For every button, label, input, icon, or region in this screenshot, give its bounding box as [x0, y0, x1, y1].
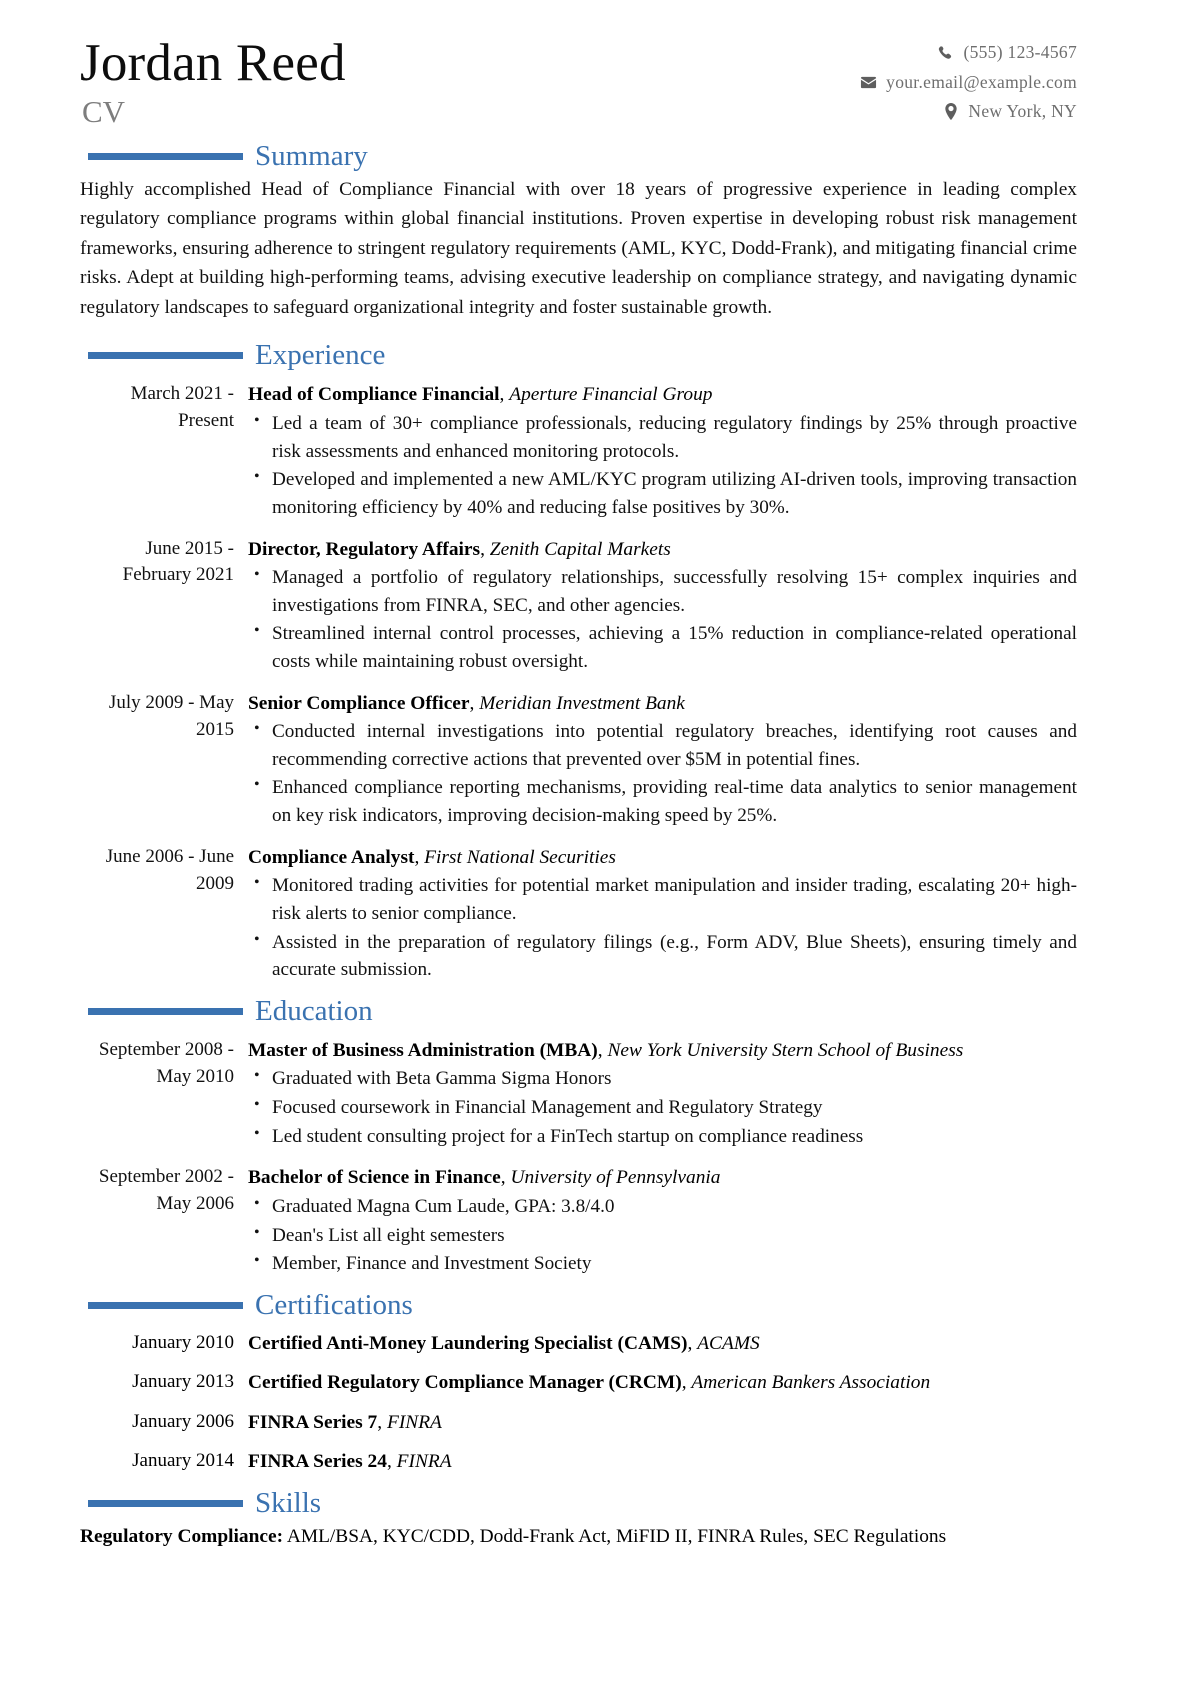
- section-title-experience: Experience: [255, 339, 386, 372]
- entry-heading: [248, 690, 1077, 718]
- entry-date: March 2021 - Present: [130, 383, 234, 432]
- entry-heading: [248, 381, 1077, 409]
- certification-issuer: FINRA: [386, 1411, 442, 1433]
- certification-entry: [80, 1409, 1077, 1437]
- entry-body: [248, 690, 1077, 830]
- bullet-item: • Monitored trading activities for potential market manipulation and insider trading, escalating 20+ high-risk alerts to senior compliance.: [248, 872, 1077, 927]
- entry-body: [248, 381, 1077, 521]
- certification-name: FINRA Series 24: [248, 1451, 387, 1473]
- entry-bullets: [248, 718, 1077, 830]
- certification-body: [248, 1409, 1077, 1437]
- entry-date: June 2006 - June 2009: [105, 845, 234, 894]
- section-rule: [88, 1500, 243, 1507]
- contact-phone-row: [860, 44, 1077, 62]
- email-text: your.email@example.com: [886, 71, 1077, 92]
- entry-role: Head of Compliance Financial: [248, 384, 500, 406]
- entry-bullets: [248, 872, 1077, 984]
- entry-role: Senior Compliance Officer: [248, 692, 470, 714]
- entry-separator: ,: [469, 692, 480, 714]
- contact-block: [860, 34, 1077, 121]
- envelope-icon: [860, 74, 877, 91]
- entry-separator: ,: [480, 538, 490, 560]
- phone-text: (555) 123-4567: [963, 42, 1077, 62]
- section-rule: [88, 352, 243, 359]
- section-rule: [88, 153, 243, 160]
- certification-issuer: FINRA: [396, 1451, 452, 1473]
- certification-body: [248, 1369, 1077, 1397]
- entry-heading: [248, 1164, 1077, 1192]
- entry-body: [248, 536, 1077, 676]
- section-title-certifications: Certifications: [255, 1288, 413, 1321]
- entry-role: Director, Regulatory Affairs: [248, 538, 481, 560]
- bullet-item: • Streamlined internal control processes, achieving a 15% reduction in compliance-related operational costs while maintaining robust oversight.: [248, 620, 1077, 675]
- skill-category: Regulatory Compliance:: [80, 1525, 284, 1547]
- section-header-summary: [80, 139, 1077, 172]
- certification-name: FINRA Series 7: [248, 1411, 378, 1433]
- entry-school: New York University Stern School of Business: [607, 1039, 964, 1061]
- certification-name: Certified Anti-Money Laundering Specialist (CAMS): [248, 1332, 688, 1354]
- certification-issuer: ACAMS: [697, 1332, 760, 1354]
- certification-body: [248, 1330, 1077, 1358]
- bullet-item: • Conducted internal investigations into potential regulatory breaches, identifying root causes and recommending corrective actions that prevented over $5M in potential fines.: [248, 718, 1077, 773]
- bullet-item: • Dean's List all eight semesters: [248, 1222, 1077, 1250]
- entry-body: [248, 1164, 1077, 1277]
- entry-degree: Bachelor of Science in Finance: [248, 1167, 501, 1189]
- entry-date: September 2008 - May 2010: [98, 1038, 234, 1087]
- summary-text: Highly accomplished Head of Compliance Financial with over 18 years of progressive experience in leading complex regulatory compliance programs within global financial institutions. Proven expertise in developing robust risk management frameworks, ensuring adherence to stringent regulatory requirements (AML, KYC, Dodd-Frank), and mitigating financial crime risks. Adept at building high-performing teams, advising executive leadership on compliance strategy, and navigating dynamic regulatory landscapes to safeguard organizational integrity and foster sustainable growth.: [80, 178, 1077, 318]
- entry-org: Aperture Financial Group: [509, 384, 713, 406]
- certification-date: January 2013: [132, 1371, 234, 1393]
- entry-date: June 2015 - February 2021: [122, 537, 234, 586]
- location-pin-icon: [942, 103, 959, 120]
- section-header-education: [80, 994, 1077, 1027]
- entry-date: September 2002 - May 2006: [98, 1166, 234, 1215]
- certifications-list: [80, 1330, 1077, 1476]
- section-header-skills: [80, 1486, 1077, 1519]
- section-rule: [88, 1302, 243, 1309]
- entry-separator: ,: [500, 1167, 511, 1189]
- bullet-item: • Led student consulting project for a FinTech startup on compliance readiness: [248, 1123, 1077, 1151]
- bullet-item: • Assisted in the preparation of regulatory filings (e.g., Form ADV, Blue Sheets), ensuring timely and accurate submission.: [248, 929, 1077, 984]
- experience-entry: [80, 536, 1077, 676]
- entry-separator: ,: [386, 1451, 397, 1473]
- entry-bullets: [248, 1193, 1077, 1278]
- section-title-education: Education: [255, 994, 373, 1027]
- bullet-item: • Graduated Magna Cum Laude, GPA: 3.8/4.0: [248, 1193, 1077, 1221]
- experience-entry: [80, 844, 1077, 984]
- phone-icon: [937, 44, 954, 61]
- education-entry: [80, 1164, 1077, 1277]
- entry-separator: ,: [681, 1372, 692, 1394]
- cv-header: [80, 34, 1077, 129]
- document-subtitle: CV: [82, 94, 126, 130]
- entry-org: Zenith Capital Markets: [489, 538, 671, 560]
- certification-date: January 2014: [132, 1450, 234, 1472]
- entry-body: [248, 1037, 1077, 1150]
- contact-email-row: [860, 71, 1077, 92]
- entry-org: Meridian Investment Bank: [479, 692, 685, 714]
- entry-school: University of Pennsylvania: [510, 1167, 721, 1189]
- section-title-skills: Skills: [255, 1486, 322, 1519]
- education-entry: [80, 1037, 1077, 1150]
- entry-bullets: [248, 410, 1077, 522]
- bullet-item: • Focused coursework in Financial Management and Regulatory Strategy: [248, 1094, 1077, 1122]
- section-header-experience: [80, 341, 1077, 370]
- certification-date: January 2010: [132, 1331, 234, 1353]
- entry-role: Compliance Analyst: [248, 846, 415, 868]
- education-list: [80, 1037, 1077, 1278]
- section-rule: [88, 1008, 243, 1015]
- entry-separator: ,: [499, 384, 510, 406]
- bullet-item: • Led a team of 30+ compliance professionals, reducing regulatory findings by 25% through proactive risk assessments and enhanced monitoring protocols.: [248, 410, 1077, 465]
- entry-separator: ,: [597, 1039, 608, 1061]
- certification-issuer: American Bankers Association: [691, 1372, 931, 1394]
- entry-body: [248, 844, 1077, 984]
- certification-entry: [80, 1330, 1077, 1358]
- section-title-summary: Summary: [255, 139, 368, 172]
- contact-location-row: [860, 103, 1077, 121]
- bullet-item: • Graduated with Beta Gamma Sigma Honors: [248, 1065, 1077, 1093]
- entry-bullets: [248, 564, 1077, 676]
- entry-heading: [248, 536, 1077, 564]
- entry-separator: ,: [414, 846, 425, 868]
- certification-name: Certified Regulatory Compliance Manager (CRCM): [248, 1372, 682, 1394]
- entry-separator: ,: [377, 1411, 387, 1433]
- bullet-item: • Managed a portfolio of regulatory relationships, successfully resolving 15+ complex inquiries and investigations from FINRA, SEC, and other agencies.: [248, 564, 1077, 619]
- experience-entry: [80, 381, 1077, 521]
- experience-list: [80, 381, 1077, 983]
- entry-heading: [248, 1037, 1077, 1065]
- bullet-item: • Member, Finance and Investment Society: [248, 1250, 1077, 1278]
- skills-group: [80, 1522, 1077, 1551]
- entry-degree: Master of Business Administration (MBA): [248, 1039, 598, 1061]
- entry-bullets: [248, 1065, 1077, 1150]
- candidate-name: Jordan Reed: [80, 34, 346, 92]
- certification-date: January 2006: [132, 1410, 234, 1432]
- bullet-item: • Enhanced compliance reporting mechanisms, providing real-time data analytics to senior management on key risk indicators, improving decision-making speed by 25%.: [248, 774, 1077, 829]
- location-text: New York, NY: [968, 101, 1077, 121]
- certification-body: [248, 1448, 1077, 1476]
- experience-entry: [80, 690, 1077, 830]
- entry-date: July 2009 - May 2015: [108, 691, 234, 740]
- entry-org: First National Securities: [424, 846, 616, 868]
- section-header-certifications: [80, 1288, 1077, 1321]
- certification-entry: [80, 1448, 1077, 1476]
- entry-separator: ,: [687, 1332, 698, 1354]
- bullet-item: • Developed and implemented a new AML/KYC program utilizing AI-driven tools, improving transaction monitoring efficiency by 40% and reducing false positives by 30%.: [248, 466, 1077, 521]
- certification-entry: [80, 1369, 1077, 1397]
- identity-block: [80, 34, 346, 129]
- entry-heading: [248, 844, 1077, 872]
- skill-items: AML/BSA, KYC/CDD, Dodd-Frank Act, MiFID II, FINRA Rules, SEC Regulations: [286, 1525, 947, 1547]
